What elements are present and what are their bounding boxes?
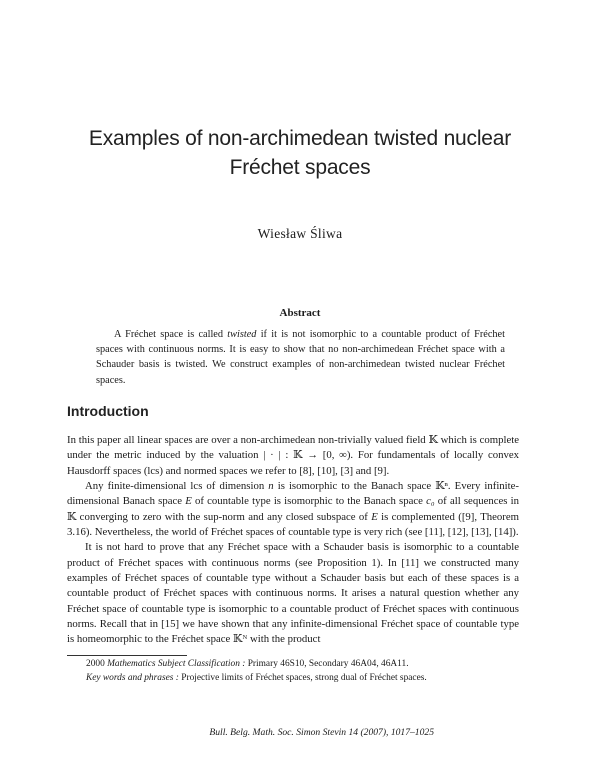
p2-math-c0: c₀ [426, 495, 435, 508]
paper-title [40, 124, 560, 182]
journal-reference: Bull. Belg. Math. Soc. Simon Stevin 14 (2007), 1017–1025 [209, 727, 434, 738]
p2-math-e-2: E [371, 510, 378, 523]
footnote-1-label: Mathematics Subject Classification : [107, 659, 246, 669]
abstract-text-a: A Fréchet space is called [114, 329, 228, 340]
title-line-2: Fréchet spaces [229, 156, 371, 179]
p2-text-b: is isomorphic to the Banach space 𝕂ⁿ. Every infinite-dimensional Banach space [67, 480, 520, 508]
paragraph-2 [67, 479, 519, 540]
abstract-emphasis: twisted [227, 329, 257, 340]
footnote-keywords [67, 672, 530, 686]
paragraph-1: In this paper all linear spaces are over a non-archimedean non-trivially valued field 𝕂 which is complete under the metric induced by the valuation | · | : 𝕂 → [0, ∞). For fundamentals of locally convex Hausdorff spaces (lcs) and normed spaces we refer to [8], [10], [3] and [9]. [67, 434, 519, 477]
p2-text-c: of countable type is isomorphic to the Banach space [191, 495, 427, 508]
footnotes [67, 658, 530, 685]
p2-text-d: of all sequences in 𝕂 converging to zero with the sup-norm and any closed subspace of [67, 495, 520, 523]
abstract-heading: Abstract [279, 307, 321, 319]
footnote-rule [67, 655, 187, 656]
footnote-2-label: Key words and phrases : [86, 672, 179, 683]
footnote-1-prefix: 2000 [86, 659, 108, 669]
abstract-text-b: if it is not isomorphic to a countable product of Fréchet spaces with continuous norms. It is easy to show that no non-archimedean Fréchet space with a Schauder basis is twisted. We construct examples of non-archimedean twisted nuclear Fréchet spaces. [96, 329, 505, 386]
paragraph-3: It is not hard to prove that any Fréchet space with a Schauder basis is isomorphic to a countable product of Fréchet spaces with continuous norms (see Proposition 1). In [11] we constructed many examples of Fréchet spaces of countable type without a Schauder basis but each of these spaces is a countable product of Fréchet spaces with continuous norms. It arises a natural question whether any Fréchet space of countable type is isomorphic to a countable product of Fréchet spaces with continuous norms. Recall that in [15] we have shown that any infinite-dimensional Fréchet space of countable type is homeomorphic to the Fréchet space 𝕂ᴺ with the product [67, 541, 519, 646]
footnote-classification [67, 658, 530, 672]
author-name: Wiesław Śliwa [257, 226, 343, 241]
footnote-2-text: Projective limits of Fréchet spaces, strong dual of Fréchet spaces. [178, 672, 427, 683]
p2-text-a: Any finite-dimensional lcs of dimension [85, 480, 269, 493]
abstract-text [96, 327, 505, 388]
title-line-1: Examples of non-archimedean twisted nuclear [88, 127, 512, 150]
body-text [67, 433, 519, 648]
p2-math-n: n [268, 480, 274, 493]
footnote-1-text: Primary 46S10, Secondary 46A04, 46A11. [245, 659, 409, 669]
section-heading-introduction: Introduction [67, 403, 149, 419]
p2-math-e: E [185, 495, 192, 508]
p2-text-e: is complemented ([9], Theorem 3.16). Nevertheless, the world of Fréchet spaces of countable type is very rich (see [11], [12], [13], [14]). [67, 510, 519, 539]
